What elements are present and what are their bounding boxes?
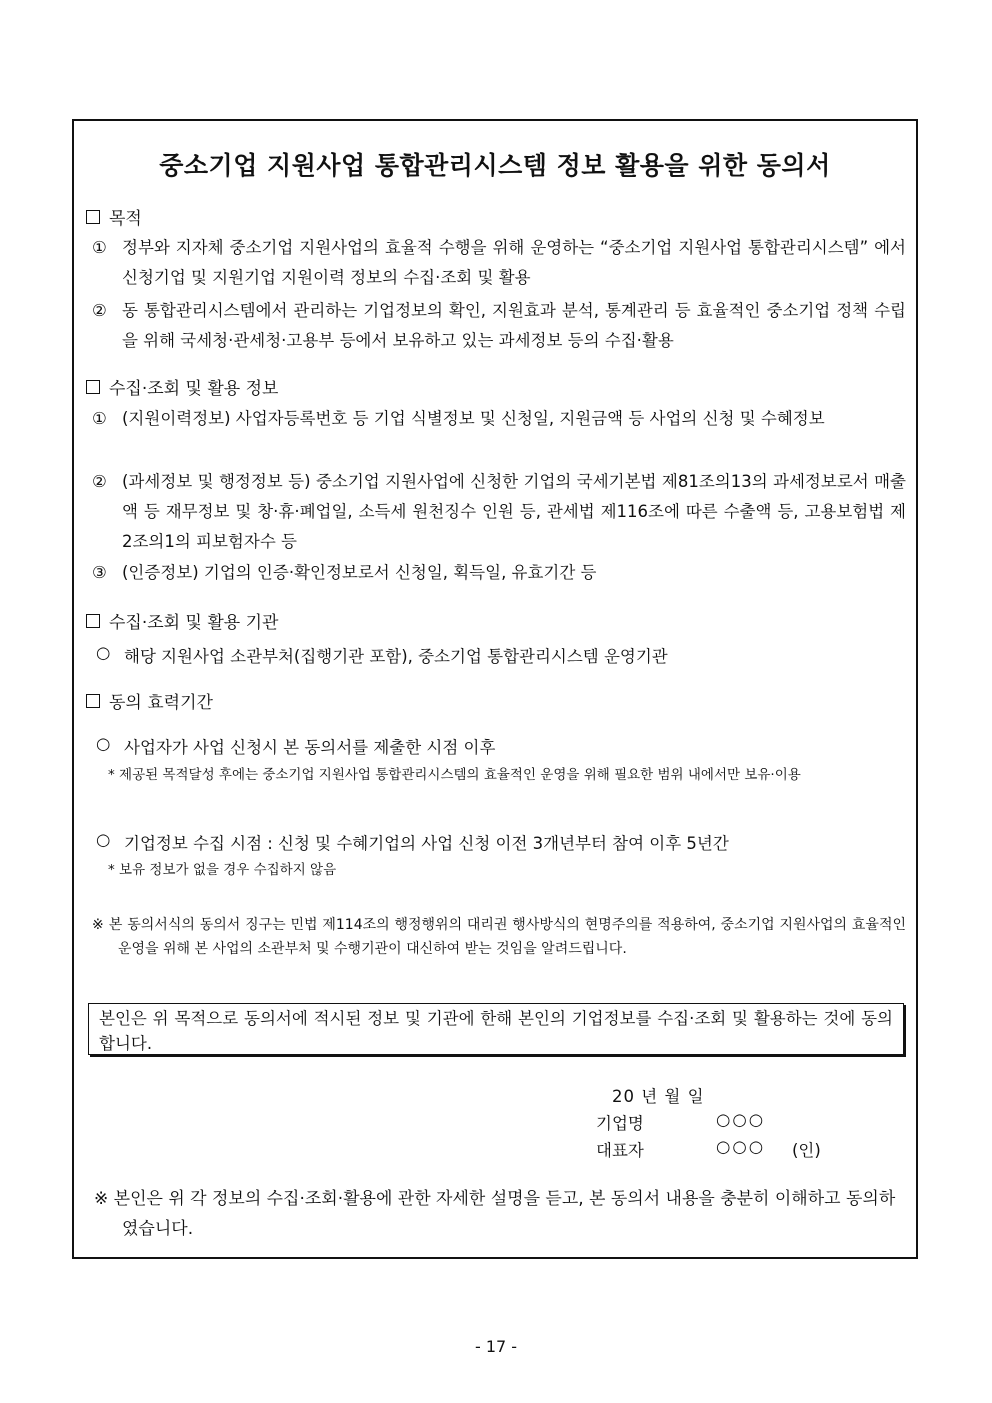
period-item-2: ○ 기업정보 수집 시점 : 신청 및 수혜기업의 사업 신청 이전 3개년부터 참여 이후 5년간 — [96, 830, 729, 853]
section-period-heading: 동의 효력기간 — [86, 688, 213, 713]
checkbox-square-icon — [86, 210, 100, 224]
info-item-3: ③ (인증정보) 기업의 인증·확인정보로서 신청일, 획득일, 유효기간 등 — [92, 563, 597, 582]
period-note-2: * 보유 정보가 없을 경우 수집하지 않음 — [108, 862, 337, 878]
checkbox-square-icon — [86, 614, 100, 628]
final-acknowledgement: ※ 본인은 위 각 정보의 수집·조회·활용에 관한 자세한 설명을 듣고, 본 동의서 내용을 충분히 이해하고 동의하였습니다. — [94, 1189, 896, 1239]
section-purpose-heading: 목적 — [86, 204, 142, 229]
consent-statement-box: 본인은 위 목적으로 동의서에 적시된 정보 및 기관에 한해 본인의 기업정보를 수집·조회 및 활용하는 것에 동의합니다. — [88, 1003, 904, 1055]
section-agency-heading: 수집·조회 및 활용 기관 — [86, 608, 278, 633]
period-item-1: ○ 사업자가 사업 신청시 본 동의서를 제출한 시점 이후 — [96, 734, 496, 757]
representative-value: ○○○ — [716, 1137, 766, 1156]
checkbox-square-icon — [86, 694, 100, 708]
company-name-label: 기업명 — [596, 1114, 644, 1133]
notice-text: ※ 본 동의서식의 동의서 징구는 민법 제114조의 행정행위의 대리권 행사방식의 현명주의를 적용하여, 중소기업 지원사업의 효율적인 운영을 위해 본 사업의 소관부처 및 수행기관이 대신하여 받는 것임을 알려드립니다. — [92, 917, 906, 957]
purpose-item-1: ① 정부와 지자체 중소기업 지원사업의 효율적 수행을 위해 운영하는 “중소기업 지원사업 통합관리시스템” 에서 신청기업 및 지원기업 지원이력 정보의 수집·조회 및 활용 — [92, 238, 906, 287]
section-info-heading: 수집·조회 및 활용 정보 — [86, 374, 278, 399]
form-title: 중소기업 지원사업 통합관리시스템 정보 활용을 위한 동의서 — [159, 151, 831, 180]
info-item-2: ② (과세정보 및 행정정보 등) 중소기업 지원사업에 신청한 기업의 국세기본법 제81조의13의 과세정보로서 매출액 등 재무정보 및 창·휴·폐업일, 소득세 원천징수 인원 등, 관세법 제116조에 따른 수출액 등, 고용보험법 제2조의1의 피보험자수 등 — [92, 472, 906, 551]
representative-label: 대표자 — [596, 1141, 644, 1160]
info-item-1: ① (지원이력정보) 사업자등록번호 등 기업 식별정보 및 신청일, 지원금액 등 사업의 신청 및 수혜정보 — [92, 409, 825, 428]
page-number: - 17 - — [474, 1337, 518, 1356]
purpose-item-2: ② 동 통합관리시스템에서 관리하는 기업정보의 확인, 지원효과 분석, 통계관리 등 효율적인 중소기업 정책 수립을 위해 국세청·관세청·고용부 등에서 보유하고 있는 과세정보 등의 수집·활용 — [92, 301, 906, 350]
period-note-1: * 제공된 목적달성 후에는 중소기업 지원사업 통합관리시스템의 효율적인 운영을 위해 필요한 범위 내에서만 보유·이용 — [108, 767, 801, 783]
signature-date: 20 년 월 일 — [612, 1087, 705, 1106]
agency-item: ○ 해당 지원사업 소관부처(집행기관 포함), 중소기업 통합관리시스템 운영기관 — [96, 643, 668, 666]
seal-mark: (인) — [792, 1141, 821, 1160]
company-name-value: ○○○ — [716, 1110, 766, 1129]
checkbox-square-icon — [86, 380, 100, 394]
consent-form-frame — [72, 119, 918, 1259]
